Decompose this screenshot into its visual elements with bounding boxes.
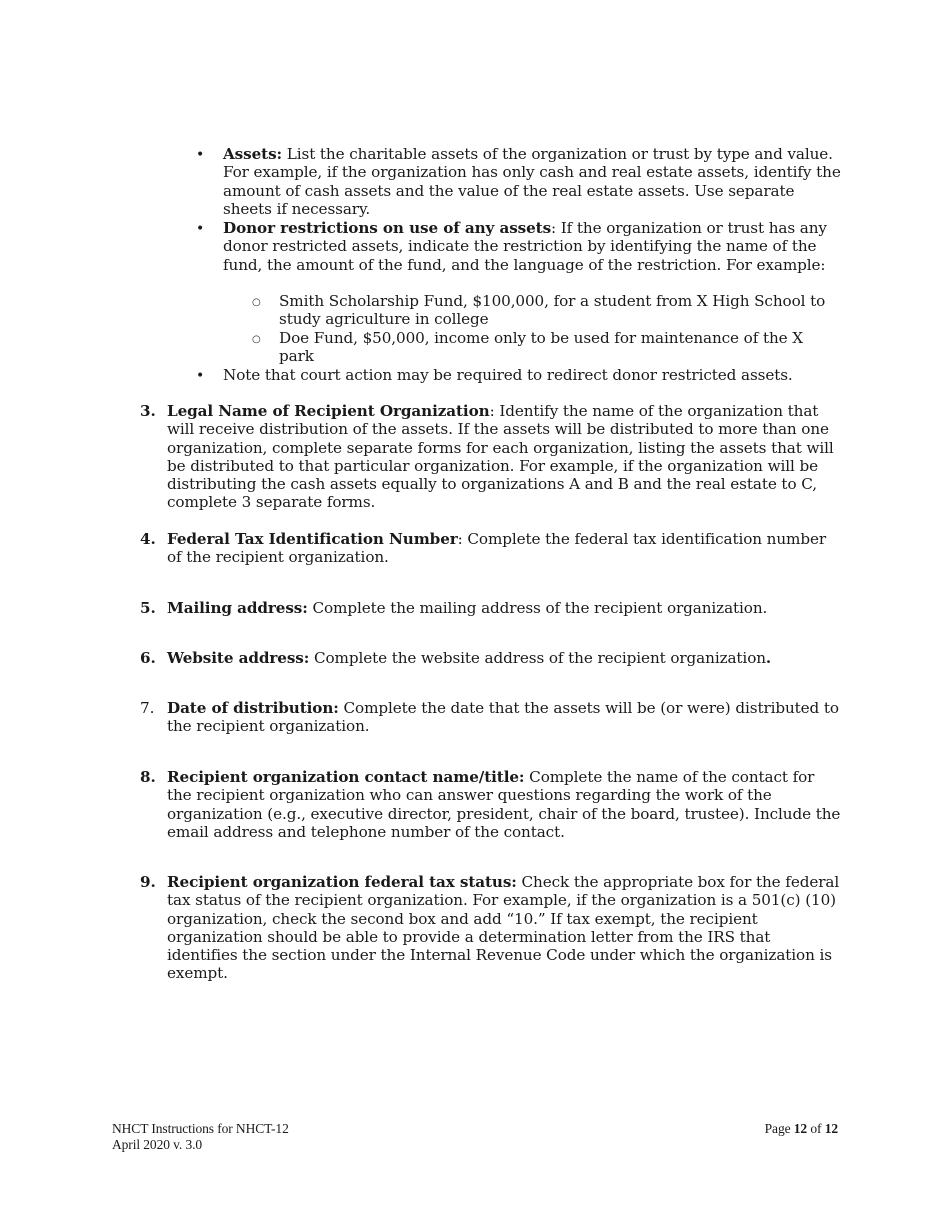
item-label: Mailing address: (167, 599, 308, 617)
item-number: 5. (140, 599, 156, 617)
item-number: 6. (140, 649, 156, 667)
page-current: 12 (793, 1121, 808, 1136)
item-label: Website address: (167, 649, 310, 667)
item-label: Federal Tax Identification Number (167, 530, 458, 548)
footer-left (112, 1121, 289, 1153)
item-text: : Identify the name of the organization that will receive distribution of the assets. If the assets will be distributed to more than one organization, complete separate forms for each organization, listing the assets that will be distributed to that particular organization. For example, if the organization will be distributing the cash assets equally to organizations A and B and the real estate to C, complete 3 separate forms. (167, 402, 834, 512)
item-text: Complete the mailing address of the recipient organization. (307, 599, 768, 617)
bullet-marker (196, 219, 208, 238)
donor-label: Donor restrictions on use of any assets (223, 219, 552, 237)
assets-bullet (223, 145, 843, 218)
page-total: 12 (824, 1121, 838, 1136)
footer-version: April 2020 v. 3.0 (112, 1137, 203, 1152)
item-text: Complete the website address of the recipient organization (309, 649, 766, 667)
item-federal-tax-id (167, 530, 843, 567)
item-number: 7. (140, 699, 155, 717)
item-website-address (167, 649, 843, 667)
item-number: 9. (140, 873, 156, 891)
footer-doc-title: NHCT Instructions for NHCT-12 (112, 1121, 289, 1136)
example-item: Doe Fund, $50,000, income only to be used for maintenance of the X park (279, 329, 803, 366)
assets-text: List the charitable assets of the organization or trust by type and value. For example, if the organization has only cash and real estate assets, identify the amount of cash assets and the value of the real estate assets. Use separate sheets if necessary. (223, 145, 841, 218)
example-item: Smith Scholarship Fund, $100,000, for a student from X High School to study agriculture in college (279, 292, 826, 329)
item-trail: . (765, 649, 772, 667)
item-label: Legal Name of Recipient Organization (167, 402, 490, 420)
item-contact-name (167, 768, 843, 841)
item-text: Complete the name of the contact for the recipient organization who can answer questions regarding the work of the organization (e.g., executive director, president, chair of the board, trustee). Include the email address and telephone number of the contact. (167, 768, 841, 841)
item-label: Date of distribution: (167, 699, 339, 717)
item-text: : Complete the federal tax identification number of the recipient organization. (167, 530, 827, 567)
item-text: Check the appropriate box for the federal tax status of the recipient organization. For example, if the organization is a 501(c) (10) organization, check the second box and add “10.” If tax exempt, the recipient organization should be able to provide a determination letter from the IRS that identifies the section under the Internal Revenue Code under which the organization is exempt. (167, 873, 840, 983)
item-number: 8. (140, 768, 156, 786)
sub-bullet-marker (252, 292, 264, 312)
item-tax-status (167, 873, 843, 983)
bullet-marker (196, 366, 208, 385)
sub-bullet-marker (252, 329, 264, 349)
page-word: Page (764, 1121, 794, 1136)
donor-text: : If the organization or trust has any donor restricted assets, indicate the restriction by identifying the name of the fund, the amount of the fund, and the language of the restriction. For example: (223, 219, 827, 274)
item-legal-name (167, 402, 843, 512)
item-number: 3. (140, 402, 156, 420)
assets-label: Assets: (223, 145, 283, 163)
note-bullet: Note that court action may be required to redirect donor restricted assets. (223, 366, 793, 384)
page-of: of (807, 1121, 825, 1136)
item-number: 4. (140, 530, 156, 548)
item-date-of-distribution (167, 699, 843, 736)
item-mailing-address (167, 599, 843, 617)
item-text: Complete the date that the assets will be (or were) distributed to the recipient organization. (167, 699, 839, 736)
bullet-marker (196, 145, 208, 164)
item-label: Recipient organization contact name/title: (167, 768, 525, 786)
item-label: Recipient organization federal tax status: (167, 873, 517, 891)
page-number (765, 1121, 838, 1137)
donor-restrictions-bullet (223, 219, 843, 274)
